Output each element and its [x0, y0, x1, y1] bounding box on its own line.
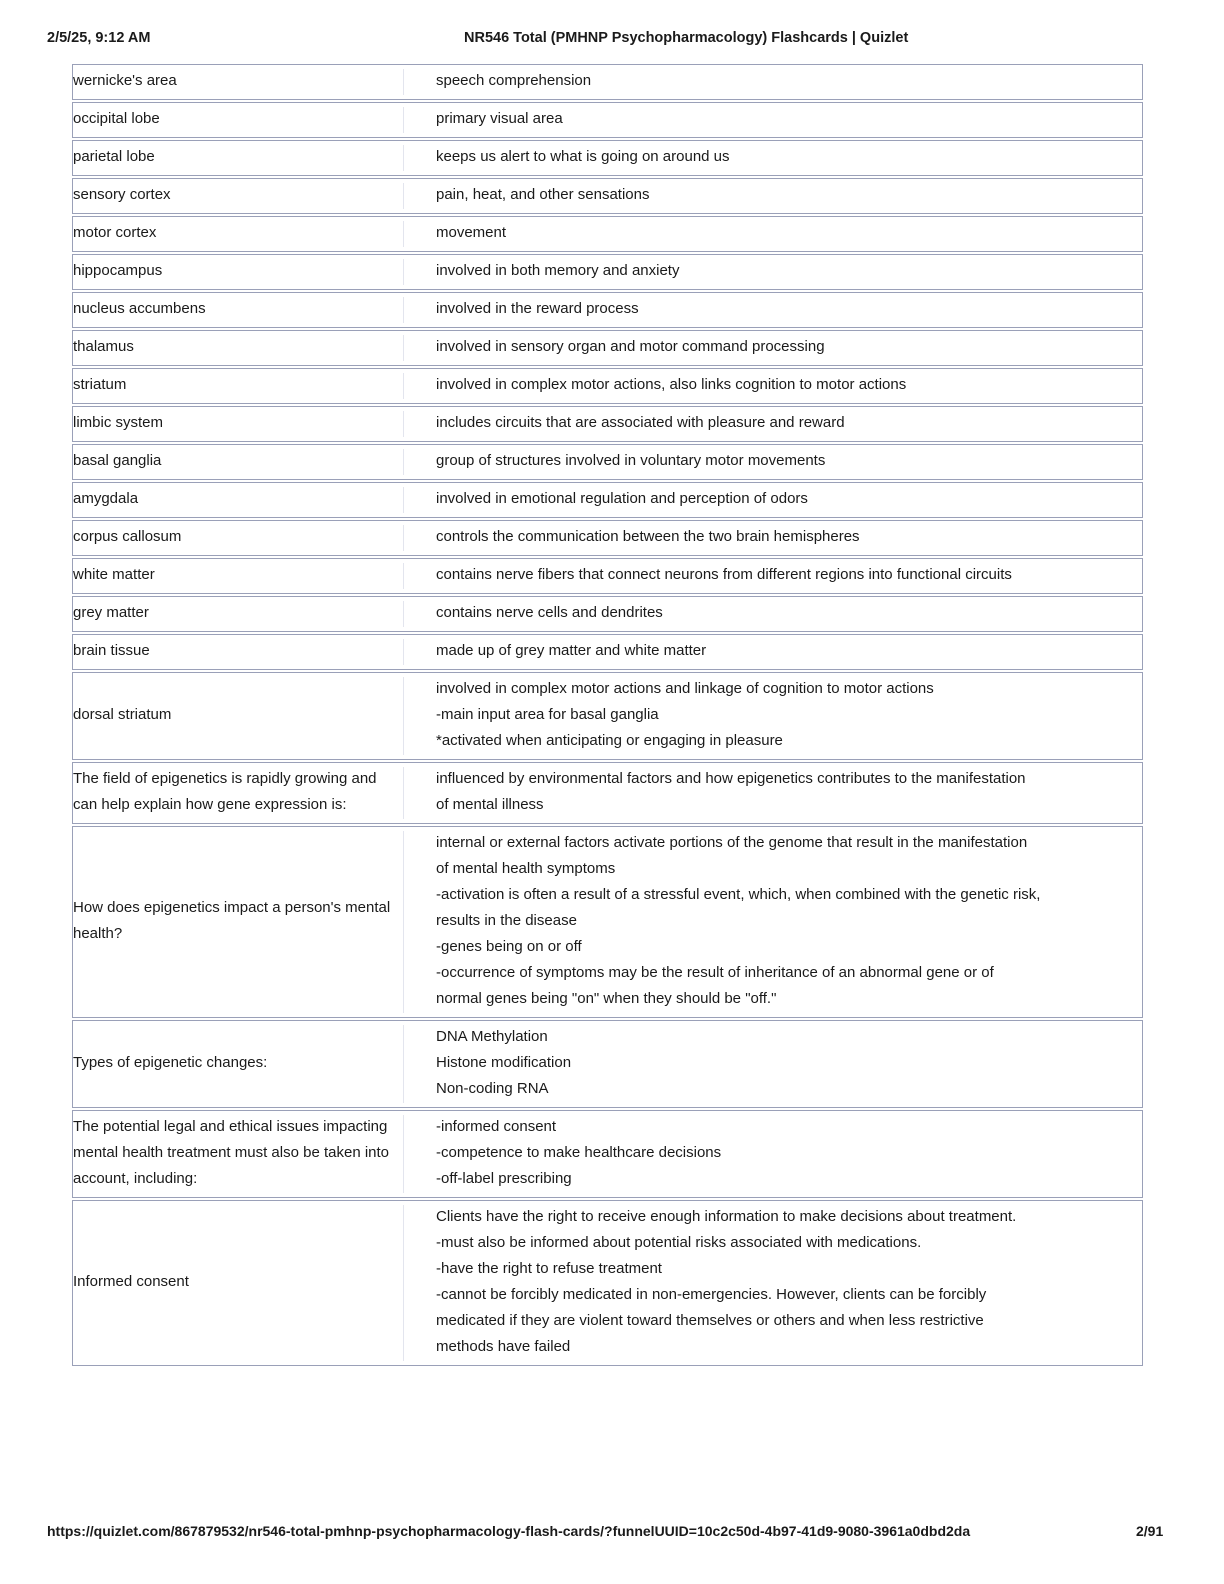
flashcard-term: hippocampus: [73, 262, 163, 279]
flashcard-row: [72, 178, 1143, 214]
flashcard-definition: contains nerve fibers that connect neurons from different regions into functional circuits: [436, 566, 1012, 583]
print-header: [0, 30, 1224, 50]
flashcard-row: [72, 596, 1143, 632]
flashcard-term: limbic system: [73, 414, 164, 431]
print-footer: [0, 1523, 1224, 1543]
flashcard-row: [72, 64, 1143, 100]
flashcard-term: white matter: [73, 566, 155, 583]
flashcard-term: The potential legal and ethical issues impacting mental health treatment must also be taken into account, including:: [73, 1118, 390, 1187]
flashcard-row: [72, 672, 1143, 760]
flashcard-definition: involved in complex motor actions and linkage of cognition to motor actions -main input area for basal ganglia *activated when anticipating or engaging in pleasure: [436, 680, 934, 749]
flashcard-term: amygdala: [73, 490, 139, 507]
flashcard-definition: influenced by environmental factors and how epigenetics contributes to the manifestation of mental illness: [436, 770, 1026, 813]
page-url: https://quizlet.com/867879532/nr546-total-pmhnp-psychopharmacology-flash-cards/?funnelUUID=10c2c50d-4b97-41d9-9080-3961a0dbd2da: [47, 1523, 971, 1539]
flashcard-definition: involved in emotional regulation and perception of odors: [436, 490, 808, 507]
flashcard-term: occipital lobe: [73, 110, 160, 127]
flashcard-row: [72, 216, 1143, 252]
flashcard-row: [72, 140, 1143, 176]
flashcard-row: [72, 1200, 1143, 1366]
flashcard-definition: made up of grey matter and white matter: [436, 642, 707, 659]
flashcard-definition: involved in sensory organ and motor command processing: [436, 338, 825, 355]
flashcard-row: [72, 254, 1143, 290]
page-number: 2/91: [1136, 1523, 1164, 1539]
flashcard-row: [72, 102, 1143, 138]
print-timestamp: 2/5/25, 9:12 AM: [47, 30, 151, 46]
flashcard-row: [72, 826, 1143, 1018]
flashcard-definition: involved in both memory and anxiety: [436, 262, 680, 279]
flashcard-definition: speech comprehension: [436, 72, 592, 89]
flashcard-term: grey matter: [73, 604, 149, 621]
flashcard-row: [72, 762, 1143, 824]
flashcard-term: nucleus accumbens: [73, 300, 206, 317]
flashcard-term: wernicke's area: [73, 72, 177, 89]
flashcard-term: How does epigenetics impact a person's mental health?: [73, 899, 391, 942]
flashcard-definition: Clients have the right to receive enough information to make decisions about treatment. -must also be informed about potential risks associated with medications. -have the right to refuse treatment -cannot be forcibly medicated in non-emergencies. However, clients can be forcibly medicated if they are violent toward themselves or others and when less restrictive methods have failed: [436, 1208, 1017, 1355]
flashcard-term: thalamus: [73, 338, 134, 355]
flashcard-row: [72, 558, 1143, 594]
flashcard-term: brain tissue: [73, 642, 150, 659]
flashcard-definition: DNA Methylation Histone modification Non-coding RNA: [436, 1028, 572, 1097]
flashcard-row: [72, 634, 1143, 670]
flashcard-definition: internal or external factors activate portions of the genome that result in the manifestation of mental health symptoms -activation is often a result of a stressful event, which, when combined with the genetic risk, results in the disease -genes being on or off -occurrence of symptoms may be the result of inheritance of an abnormal gene or of normal genes being "on" when they should be "off.": [436, 834, 1041, 1007]
flashcard-row: [72, 1110, 1143, 1198]
flashcard-definition: involved in complex motor actions, also links cognition to motor actions: [436, 376, 907, 393]
flashcard-row: [72, 406, 1143, 442]
flashcard-row: [72, 444, 1143, 480]
flashcard-term: Types of epigenetic changes:: [73, 1054, 268, 1071]
flashcard-definition: primary visual area: [436, 110, 563, 127]
flashcard-definition: group of structures involved in voluntary motor movements: [436, 452, 826, 469]
flashcard-term: sensory cortex: [73, 186, 171, 203]
flashcard-row: [72, 1020, 1143, 1108]
page-title: NR546 Total (PMHNP Psychopharmacology) Flashcards | Quizlet: [464, 30, 909, 46]
flashcard-term: Informed consent: [73, 1273, 189, 1290]
flashcard-row: [72, 482, 1143, 518]
flashcard-term: corpus callosum: [73, 528, 182, 545]
flashcard-definition: keeps us alert to what is going on around us: [436, 148, 730, 165]
flashcard-term: motor cortex: [73, 224, 157, 241]
flashcard-row: [72, 330, 1143, 366]
flashcard-definition: pain, heat, and other sensations: [436, 186, 650, 203]
flashcard-row: [72, 368, 1143, 404]
flashcard-term: striatum: [73, 376, 127, 393]
flashcard-definition: includes circuits that are associated with pleasure and reward: [436, 414, 845, 431]
flashcard-term: parietal lobe: [73, 148, 155, 165]
flashcard-row: [72, 292, 1143, 328]
flashcard-definition: movement: [436, 224, 507, 241]
flashcard-row: [72, 520, 1143, 556]
flashcard-term: dorsal striatum: [73, 706, 172, 723]
flashcard-definition: involved in the reward process: [436, 300, 639, 317]
flashcard-list: [72, 64, 1143, 1368]
flashcard-definition: controls the communication between the two brain hemispheres: [436, 528, 860, 545]
flashcard-definition: -informed consent -competence to make healthcare decisions -off-label prescribing: [436, 1118, 722, 1187]
flashcard-term: The field of epigenetics is rapidly growing and can help explain how gene expression is:: [73, 770, 377, 813]
flashcard-definition: contains nerve cells and dendrites: [436, 604, 663, 621]
flashcard-term: basal ganglia: [73, 452, 162, 469]
